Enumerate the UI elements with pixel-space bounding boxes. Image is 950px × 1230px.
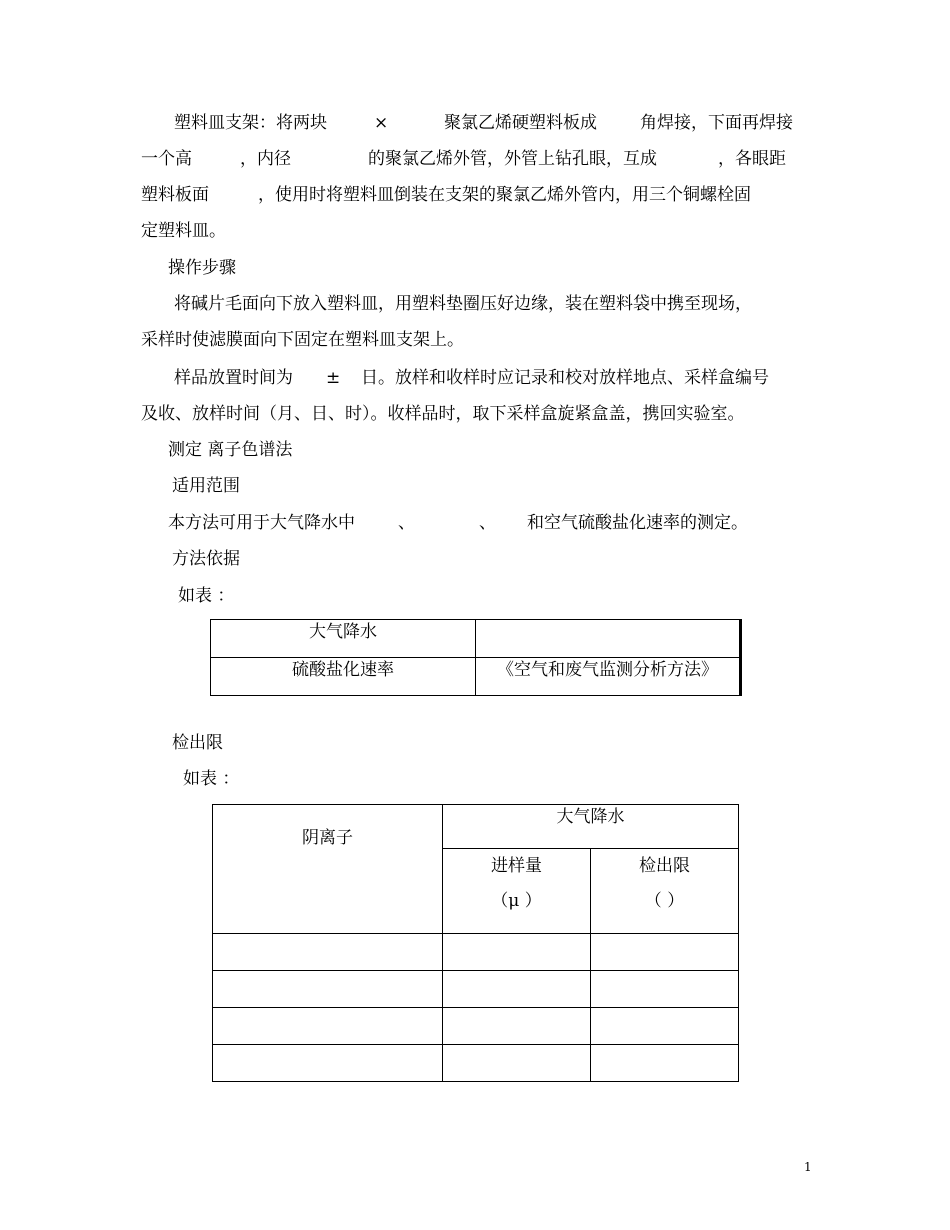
- detection-limit-table: [212, 804, 739, 1082]
- header-limit: [591, 849, 739, 934]
- table1-reference: 如表 ：: [178, 586, 235, 606]
- header-precipitation-label: 大气降水: [556, 807, 625, 827]
- heading-detection-limit: 检出限: [172, 733, 223, 753]
- table-cell: [443, 934, 591, 971]
- heading-scope: 适用范围: [172, 476, 240, 496]
- para3-line1-b: ±: [326, 368, 341, 388]
- table-row: [213, 1045, 739, 1082]
- para1-line2-c: 的聚氯乙烯外管，外管上钻孔眼，互成: [368, 149, 657, 169]
- para1-line1-a: 塑料皿支架：将两块: [174, 113, 327, 133]
- table-cell: [591, 971, 739, 1008]
- para4-b: 、: [398, 513, 415, 533]
- header-limit-label: 检出限: [639, 856, 690, 877]
- para1-line1-b: ×: [374, 113, 389, 133]
- header-precipitation: [443, 805, 739, 849]
- table-cell: [591, 1008, 739, 1045]
- table-row: [211, 658, 741, 696]
- table-cell: [213, 1008, 443, 1045]
- para4-d: 和空气硫酸盐化速率的测定。: [527, 513, 748, 533]
- page-number: 1: [804, 1160, 812, 1174]
- header-anion-label: 阴离子: [302, 828, 353, 848]
- method-basis-table: [210, 619, 742, 696]
- table2-reference: 如表 ：: [183, 769, 240, 789]
- para3-line2: 及收、放样时间（月、日、时）。收样品时，取下采样盒旋紧盒盖，携回实验室。: [141, 404, 745, 424]
- para4-a: 本方法可用于大气降水中: [168, 513, 355, 533]
- table-cell: [443, 1045, 591, 1082]
- header-volume-label: 进样量: [491, 856, 542, 877]
- para1-line3-a: 塑料板面: [141, 185, 209, 205]
- para1-line2-d: ，各眼距: [718, 149, 786, 169]
- table-cell: 《空气和废气监测分析方法》: [476, 658, 741, 696]
- header-limit-unit: （ ）: [644, 891, 685, 912]
- table-cell: [443, 971, 591, 1008]
- table-row: [211, 620, 741, 658]
- heading-measure: 测定 离子色谱法: [168, 440, 293, 460]
- para3-line1-c: 日。放样和收样时应记录和校对放样地点、采样盒编号: [361, 368, 769, 388]
- para1-line4: 定塑料皿。: [141, 221, 226, 241]
- table-header-row: [213, 805, 739, 849]
- table-row: [213, 1008, 739, 1045]
- header-volume-unit: （μ ）: [491, 891, 542, 912]
- para1-line3-b: ，使用时将塑料皿倒装在支架的聚氯乙烯外管内，用三个铜螺栓固: [258, 185, 751, 205]
- table-row: [213, 934, 739, 971]
- table-cell: 硫酸盐化速率: [211, 658, 476, 696]
- para1-line2-b: ，内径: [240, 149, 291, 169]
- para2-line1: 将碱片毛面向下放入塑料皿，用塑料垫圈压好边缘，装在塑料袋中携至现场，: [174, 294, 752, 314]
- table-cell: [476, 620, 741, 658]
- para1-line1-c: 聚氯乙烯硬塑料板成: [444, 113, 597, 133]
- para2-line2: 采样时使滤膜面向下固定在塑料皿支架上。: [141, 330, 464, 350]
- table-cell: [213, 971, 443, 1008]
- table-cell: 大气降水: [211, 620, 476, 658]
- heading-steps: 操作步骤: [168, 258, 236, 278]
- para3-line1-a: 样品放置时间为: [174, 368, 293, 388]
- table-cell: [213, 1045, 443, 1082]
- table-cell: [443, 1008, 591, 1045]
- header-anion: [213, 805, 443, 934]
- para1-line1-d: 角焊接，下面再焊接: [640, 113, 793, 133]
- table-cell: [213, 934, 443, 971]
- table-cell: [591, 1045, 739, 1082]
- heading-basis: 方法依据: [172, 549, 240, 569]
- table-cell: [591, 934, 739, 971]
- para4-c: 、: [479, 513, 496, 533]
- table-row: [213, 971, 739, 1008]
- para1-line2-a: 一个高: [141, 149, 192, 169]
- header-volume: [443, 849, 591, 934]
